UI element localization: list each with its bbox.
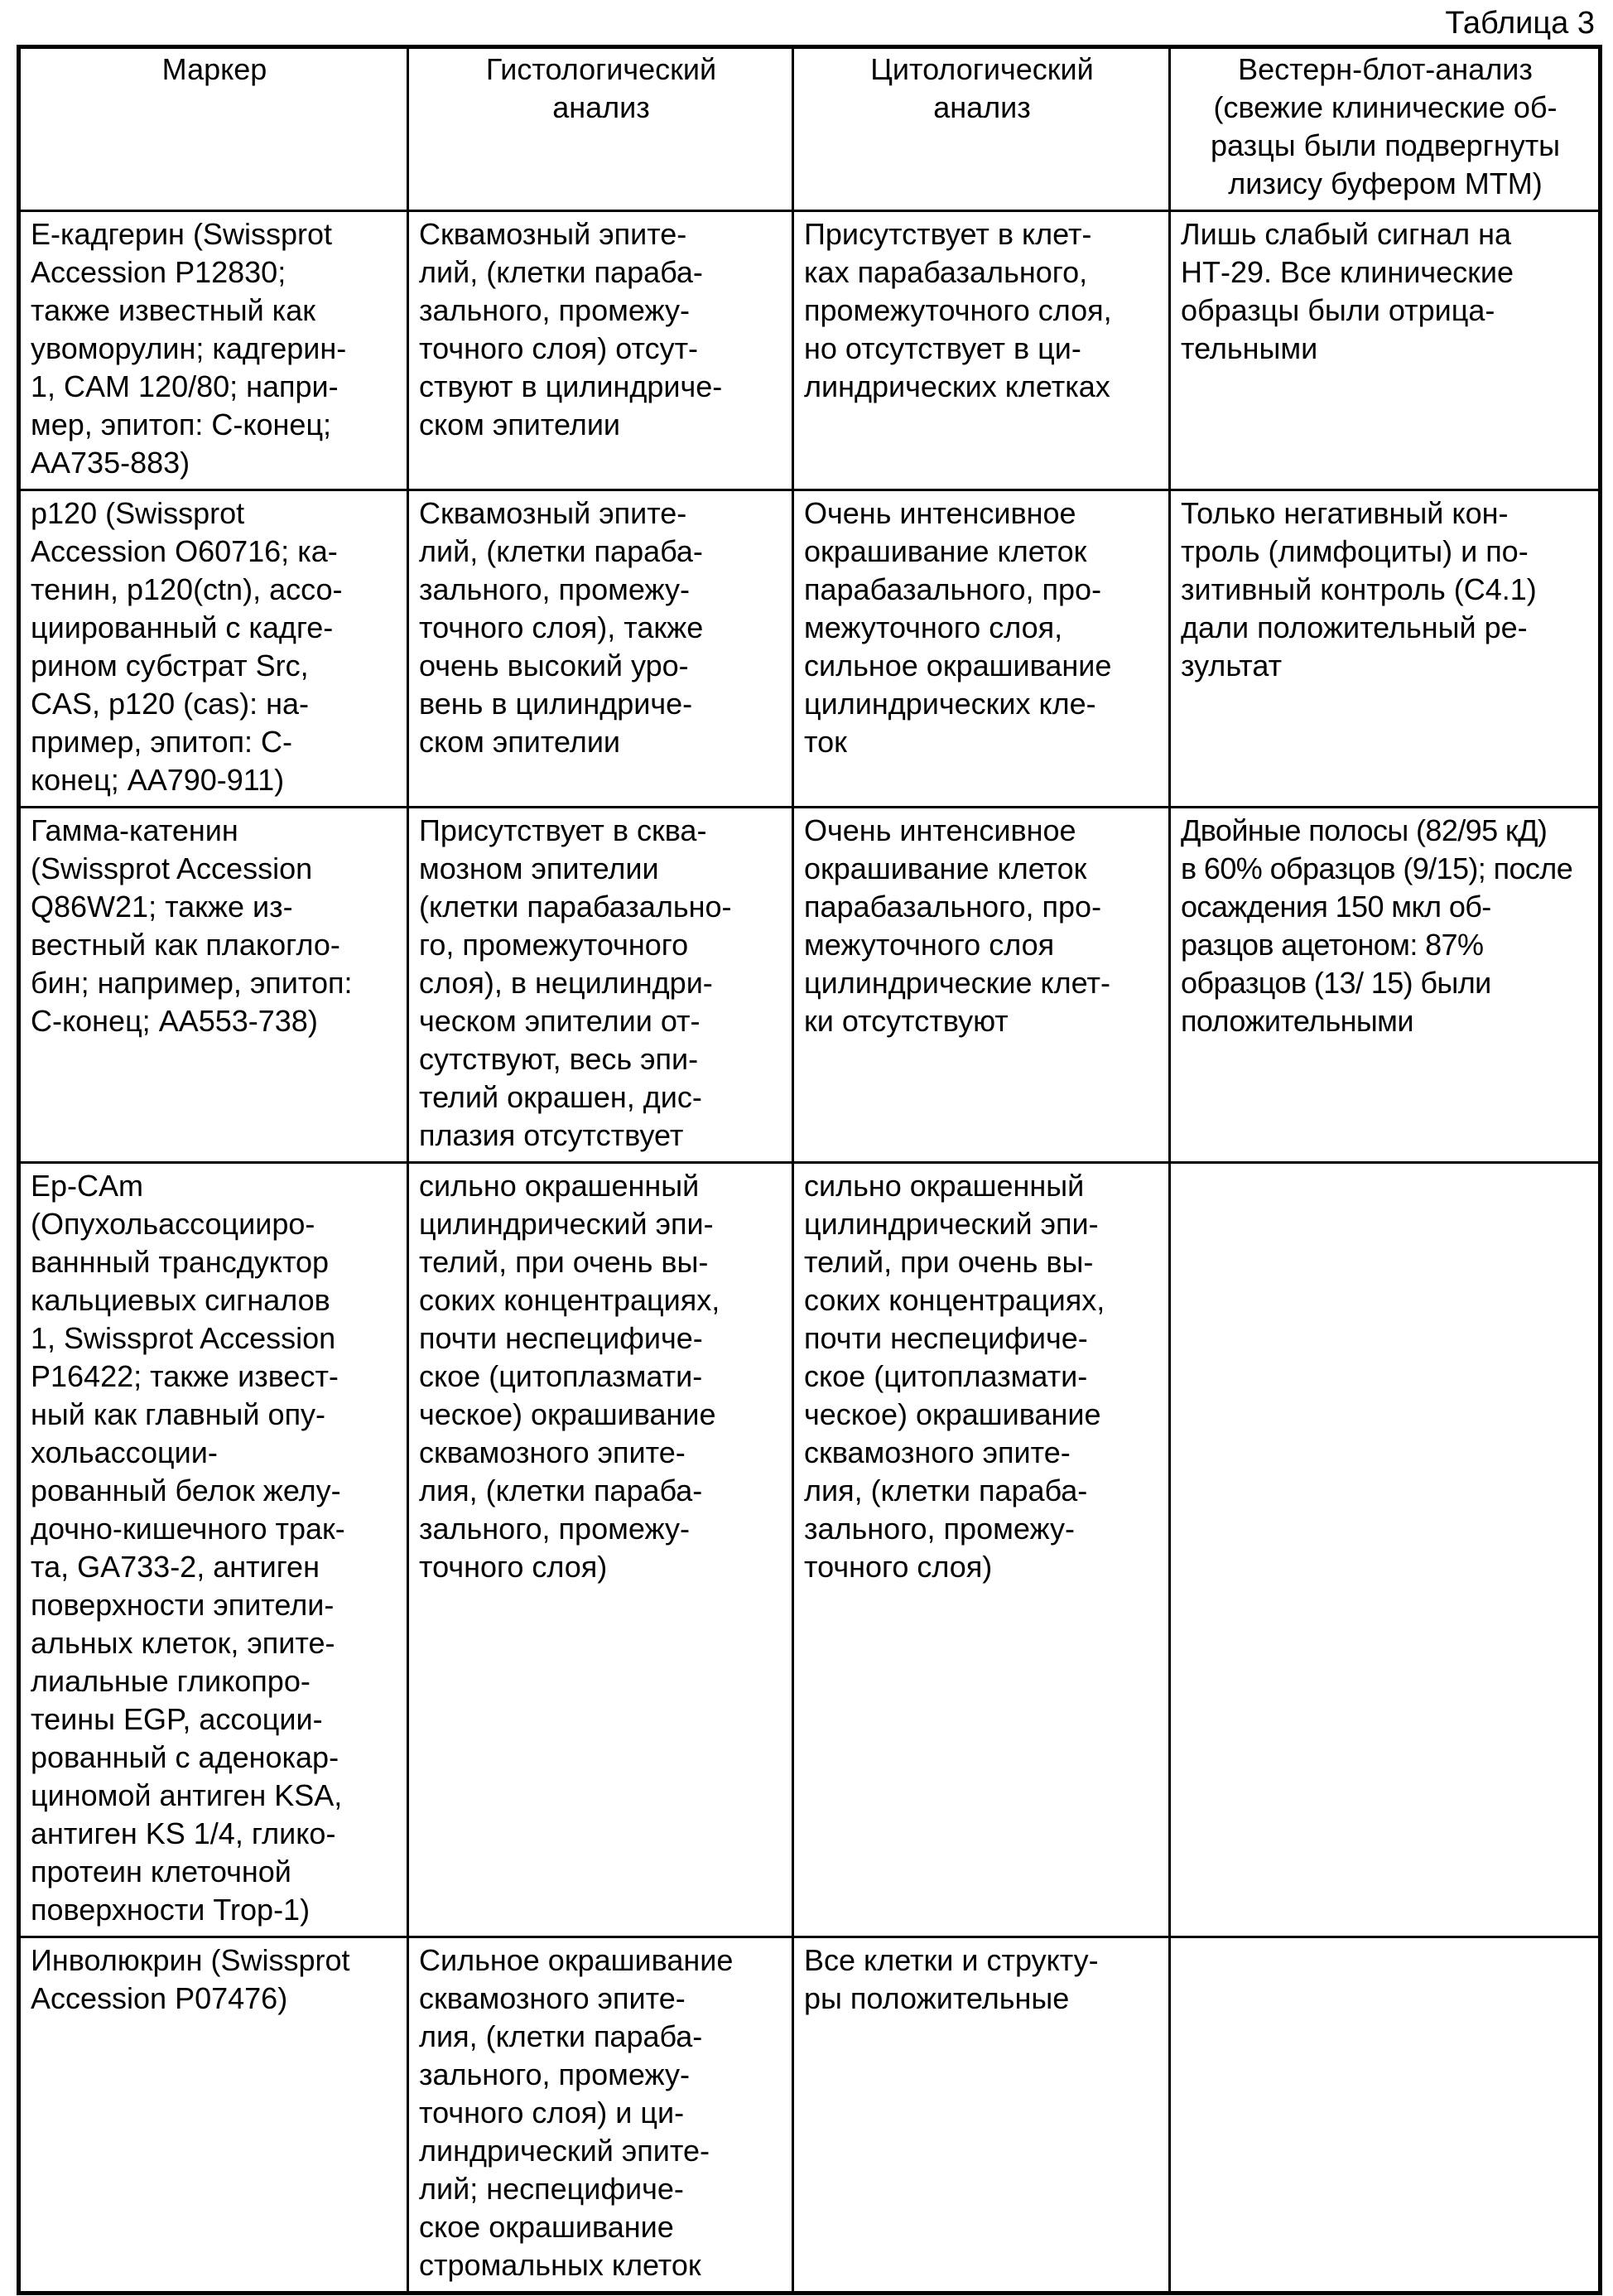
cell-marker: Гамма-катенин (Swissprot Accession Q86W21; также из- вестный как плакогло- бин; например, эпитоп: С-конец; АА553-738)	[19, 808, 408, 1163]
header-row	[19, 47, 1601, 211]
cell-histology: Сквамозный эпите- лий, (клетки параба- зального, промежу- точного слоя) отсут- ствуют в цилиндриче- ском эпителии	[408, 211, 793, 490]
cell-histology: сильно окрашенный цилиндрический эпи- телий, при очень вы- соких концентрациях, почти неспецифиче- ское (цитоплазмати- ческое) окрашивание сквамозного эпите- лия, (клетки параба- зального, промежу- точного слоя)	[408, 1163, 793, 1937]
column-header-western-blot: Вестерн-блот-анализ (свежие клинические об- разцы были подвергнуты лизису буфером МТМ)	[1170, 47, 1601, 211]
column-header-cytology: Цитологический анализ	[793, 47, 1170, 211]
table-row	[19, 808, 1601, 1163]
cell-cytology: Очень интенсивное окрашивание клеток парабазального, про- межуточного слоя, сильное окрашивание цилиндрических кле- ток	[793, 490, 1170, 808]
cell-western-blot: Лишь слабый сигнал на НТ-29. Все клинические образцы были отрица- тельными	[1170, 211, 1601, 490]
table-row	[19, 1163, 1601, 1937]
cell-western-blot	[1170, 1937, 1601, 2294]
table-caption: Таблица 3	[1445, 6, 1595, 41]
column-header-marker: Маркер	[19, 47, 408, 211]
table-row	[19, 490, 1601, 808]
cell-histology: Присутствует в сква- мозном эпителии (клетки парабазально- го, промежуточного слоя), в нецилиндри- ческом эпителии от- сутствуют, весь эпи- телий окрашен, дис- плазия отсутствует	[408, 808, 793, 1163]
cell-cytology: Все клетки и структу- ры положительные	[793, 1937, 1170, 2294]
cell-marker: Инволюкрин (Swissprot Accession P07476)	[19, 1937, 408, 2294]
cell-cytology: Присутствует в клет- ках парабазального, промежуточного слоя, но отсутствует в ци- линдрических клетках	[793, 211, 1170, 490]
table-row	[19, 211, 1601, 490]
cell-histology: Сильное окрашивание сквамозного эпите- лия, (клетки параба- зального, промежу- точного слоя) и ци- линдрический эпите- лий; неспецифиче- ское окрашивание стромальных клеток	[408, 1937, 793, 2294]
column-header-histology: Гистологический анализ	[408, 47, 793, 211]
cell-marker: p120 (Swissprot Accession O60716; ка- тенин, p120(ctn), ассо- циированный с кадге- рином субстрат Src, CAS, p120 (cas): на- пример, эпитоп: С- конец; АА790-911)	[19, 490, 408, 808]
cell-western-blot: Только негативный кон- троль (лимфоциты) и по- зитивный контроль (С4.1) дали положительный ре- зультат	[1170, 490, 1601, 808]
cell-marker: Е-кадгерин (Swissprot Accession P12830; также известный как увоморулин; кадгерин- 1, CAM 120/80; напри- мер, эпитоп: С-конец; АА735-883)	[19, 211, 408, 490]
cell-histology: Сквамозный эпите- лий, (клетки параба- зального, промежу- точного слоя), также очень высокий уро- вень в цилиндриче- ском эпителии	[408, 490, 793, 808]
cell-cytology: сильно окрашенный цилиндрический эпи- телий, при очень вы- соких концентрациях, почти неспецифиче- ское (цитоплазмати- ческое) окрашивание сквамозного эпите- лия, (клетки параба- зального, промежу- точного слоя)	[793, 1163, 1170, 1937]
markers-table	[17, 45, 1602, 2295]
table-row	[19, 1937, 1601, 2294]
cell-western-blot	[1170, 1163, 1601, 1937]
cell-western-blot: Двойные полосы (82/95 кД) в 60% образцов (9/15); после осаждения 150 мкл об- разцов ацетоном: 87% образцов (13/ 15) были положительными	[1170, 808, 1601, 1163]
cell-cytology: Очень интенсивное окрашивание клеток парабазального, про- межуточного слоя цилиндрические клет- ки отсутствуют	[793, 808, 1170, 1163]
cell-marker: Ep-CAm (Опухольассоцииро- ваннный трансдуктор кальциевых сигналов 1, Swissprot Accession P16422; также извест- ный как главный опу- хольассоции- рованный белок желу- дочно-кишечного трак- та, GA733-2, антиген поверхности эпители- альных клеток, эпите- лиальные гликопро- теины EGP, ассоции- рованный с аденокар- циномой антиген KSA, антиген KS 1/4, глико- протеин клеточной поверхности Trop-1)	[19, 1163, 408, 1937]
